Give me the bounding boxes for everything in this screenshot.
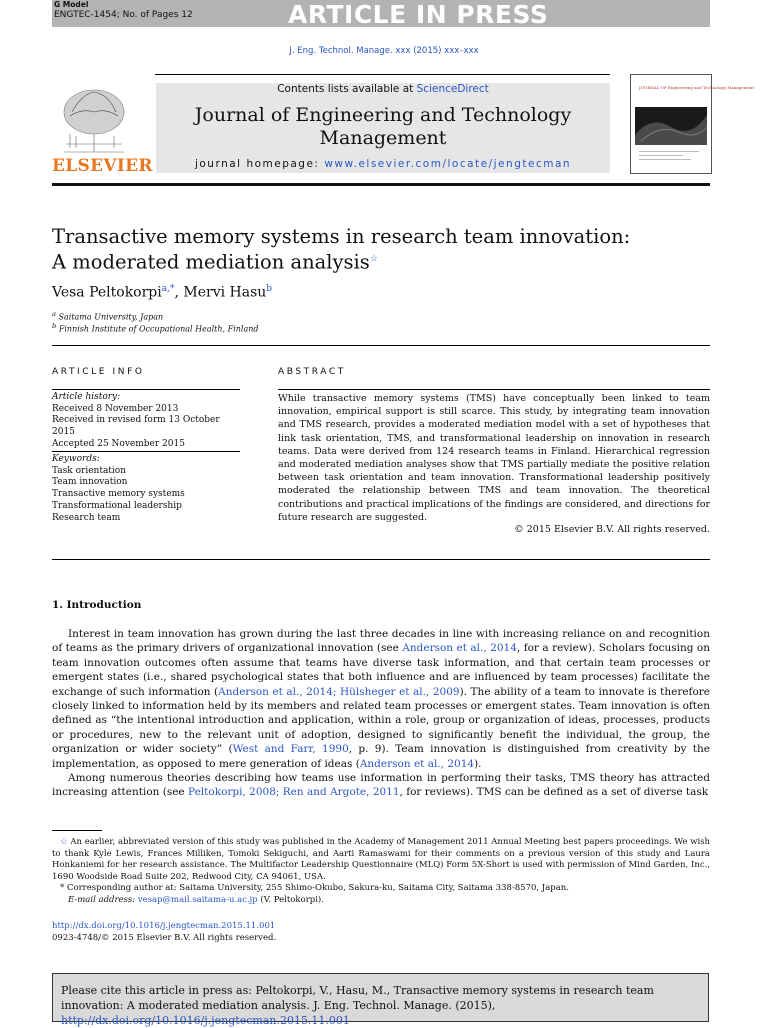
keywords-label: Keywords: (52, 454, 100, 464)
keywords-list (52, 454, 240, 524)
title-line1: Transactive memory systems in research team innovation: (52, 225, 631, 248)
email-link[interactable]: vesap@mail.saitama-u.ac.jp (137, 894, 258, 905)
paragraph-text: , p. 9). Team innovation is distinguished from creativity by the implementation, as opposed to mere generation of ideas ( (52, 743, 710, 770)
paragraph-text: Among numerous theories describing how teams use information in performing their tasks, TMS theory has attracted increasing attention (see (52, 772, 710, 799)
author-separator: , (174, 284, 184, 301)
paragraph-text: ). The ability of a team to innovate is therefore closely linked to information held by its members and related team processes or emergent states. Team innovation is often defined as “the intentional introduction and application, within a role, group or organization of ideas, processes, products or procedures, new to the relevant unit of adoption, designed to significantly benefit the individual, the group, the organization or wider society” ( (52, 685, 710, 756)
paragraph-text: Interest in team innovation has grown during the last three decades in line with increasing reliance on and recognition of teams as the primary drivers of organizational innovation (see (52, 628, 710, 655)
model-tag: G Model (54, 0, 89, 9)
footnote-mark: * (60, 883, 65, 893)
citation-link[interactable]: West and Farr, 1990 (232, 743, 349, 756)
title-line2: A moderated mediation analysis (52, 250, 370, 274)
paragraph-text: , for a review). Scholars focusing on team innovation outcomes often assume that teams have diverse task information, and that certain team processes or emergent states (i.e., shared psychological states that both influence and are influenced by team processes) facilitate the exchange of such information ( (52, 642, 710, 698)
author-name: Vesa Peltokorpi (52, 284, 162, 301)
title-bottom-rule (52, 345, 710, 346)
journal-homepage (156, 158, 610, 170)
history-item: Received 8 November 2013 (52, 403, 179, 414)
journal-cover-thumbnail[interactable] (630, 74, 754, 174)
article-title (52, 225, 712, 274)
citation-link[interactable]: Peltokorpi, 2008; Ren and Argote, 2011 (188, 786, 400, 799)
author-name: Mervi Hasu (183, 284, 267, 301)
doi-link[interactable]: http://dx.doi.org/10.1016/j.jengtecman.2015.11.001 (52, 921, 276, 931)
footnote-email (52, 895, 710, 907)
contents-line (156, 83, 610, 95)
keyword: Research team (52, 512, 121, 523)
section-heading-introduction: 1. Introduction (52, 599, 142, 611)
footnote-star (52, 837, 710, 883)
citation-doi-link[interactable]: http://dx.doi.org/10.1016/j.jengtecman.2015.11.001 (61, 1014, 350, 1027)
citation-link[interactable]: Anderson et al., 2014 (402, 642, 517, 655)
masthead-top-rule (155, 74, 610, 75)
issn-copyright: 0923-4748/© 2015 Elsevier B.V. All rights reserved. (52, 933, 277, 943)
author-list (52, 284, 272, 301)
affiliation-text: Saitama University, Japan (58, 312, 164, 322)
history-item: Received in revised form 13 October 2015 (52, 415, 220, 438)
article-info-rule (52, 389, 240, 390)
author-affiliation-mark[interactable]: a,* (161, 284, 175, 294)
sciencedirect-link[interactable]: ScienceDirect (416, 83, 489, 95)
article-info-heading: ARTICLE INFO (52, 367, 145, 377)
homepage-link[interactable]: www.elsevier.com/locate/jengtecman (324, 158, 572, 170)
affiliation-b (52, 322, 259, 334)
abstract-rule (278, 389, 710, 390)
body-paragraph (52, 771, 710, 800)
homepage-prefix: journal homepage: (194, 158, 325, 170)
paragraph-text: ). (474, 757, 482, 770)
affiliation-mark: a (52, 310, 56, 318)
footnote-mark[interactable]: ☆ (60, 837, 68, 847)
history-label: Article history: (52, 392, 121, 402)
cover-title: JOURNAL OF Engineering and Technology Management (639, 85, 754, 90)
title-footnote-mark[interactable]: ☆ (369, 254, 378, 264)
banner-text: ARTICLE IN PRESS (288, 0, 549, 29)
affiliation-a (52, 310, 163, 322)
keywords-rule (52, 451, 240, 452)
keyword: Task orientation (52, 465, 127, 476)
section-rule (52, 559, 710, 560)
body-paragraph (52, 627, 710, 771)
history-item: Accepted 25 November 2015 (52, 438, 185, 449)
author-affiliation-mark[interactable]: b (266, 284, 273, 294)
footnote-corresponding (52, 883, 710, 895)
keyword: Transactive memory systems (52, 489, 185, 500)
citation-body: Please cite this article in press as: Peltokorpi, V., Hasu, M., Transactive memory systems in research team innovation: A moderated mediation analysis. J. Eng. Technol. Manage. (2015), (61, 984, 654, 1012)
email-label: E-mail address: (68, 894, 138, 905)
journal-name (156, 104, 610, 150)
affiliation-text: Finnish Institute of Occupational Health, Finland (58, 324, 259, 334)
affiliation-mark: b (52, 322, 57, 330)
paragraph-text: , for reviews). TMS can be defined as a set of diverse task (399, 786, 709, 799)
journal-name-line1: Journal of Engineering and Technology (194, 104, 572, 126)
footnote-rule (52, 830, 102, 831)
footnote-text: An earlier, abbreviated version of this study was published in the Academy of Management 2011 Annual Meeting best papers proceedings. We wish to thank Kyle Lewis, Frances Milliken, Tomoki Sekiguchi, and Aarti Ramaswami for their comments on a previous version of this study and Laura Honkaniemi for her research assistance. The Multifactor Leadership Questionnaire (MLQ) Form 5X-Short is used with permission of Mind Garden, Inc., 1690 Woodside Road Suite 202, Redwood City, CA 94061, USA. (52, 837, 711, 882)
citation-link[interactable]: Anderson et al., 2014; Hülsheger et al., 2009 (218, 685, 460, 698)
journal-reference[interactable]: J. Eng. Technol. Manage. xxx (2015) xxx–xxx (289, 46, 479, 56)
keyword: Transformational leadership (52, 500, 182, 511)
citation-link[interactable]: Anderson et al., 2014 (359, 757, 475, 770)
footnotes (52, 837, 710, 906)
keyword: Team innovation (52, 477, 128, 488)
article-history (52, 392, 240, 451)
journal-cover-image (631, 75, 754, 173)
article-id: ENGTEC-1454; No. of Pages 12 (54, 10, 193, 20)
contents-prefix: Contents lists available at (277, 83, 417, 95)
citation-text (61, 983, 701, 1028)
abstract-copyright: © 2015 Elsevier B.V. All rights reserved. (514, 524, 710, 535)
journal-name-line2: Management (319, 127, 447, 149)
abstract-heading: ABSTRACT (278, 367, 346, 377)
elsevier-wordmark: ELSEVIER (52, 156, 153, 176)
abstract-text: While transactive memory systems (TMS) have conceptually been linked to team innovation, empirical support is still scarce. This study, by integrating team innovation and TMS research, provides a moderated mediation model with a set of hypotheses that link task orientation, TMS, and transformational leadership on innovation in research teams. Data were derived from 124 research teams in Finland. Hierarchical regression and moderated mediation analyses show that TMS partially mediate the positive relation between task orientation and team innovation. Transformational leadership positively moderated the relationship between TMS and team innovation. The theoretical contributions and practical implications of the findings are considered, and directions for future research are suggested. (278, 393, 710, 523)
masthead-bottom-rule (52, 183, 710, 186)
email-suffix: (V. Peltokorpi). (257, 894, 324, 905)
footnote-text: Corresponding author at: Saitama University, 255 Shimo-Okubo, Sakura-ku, Saitama City, Saitama 338-8570, Japan. (66, 883, 569, 893)
